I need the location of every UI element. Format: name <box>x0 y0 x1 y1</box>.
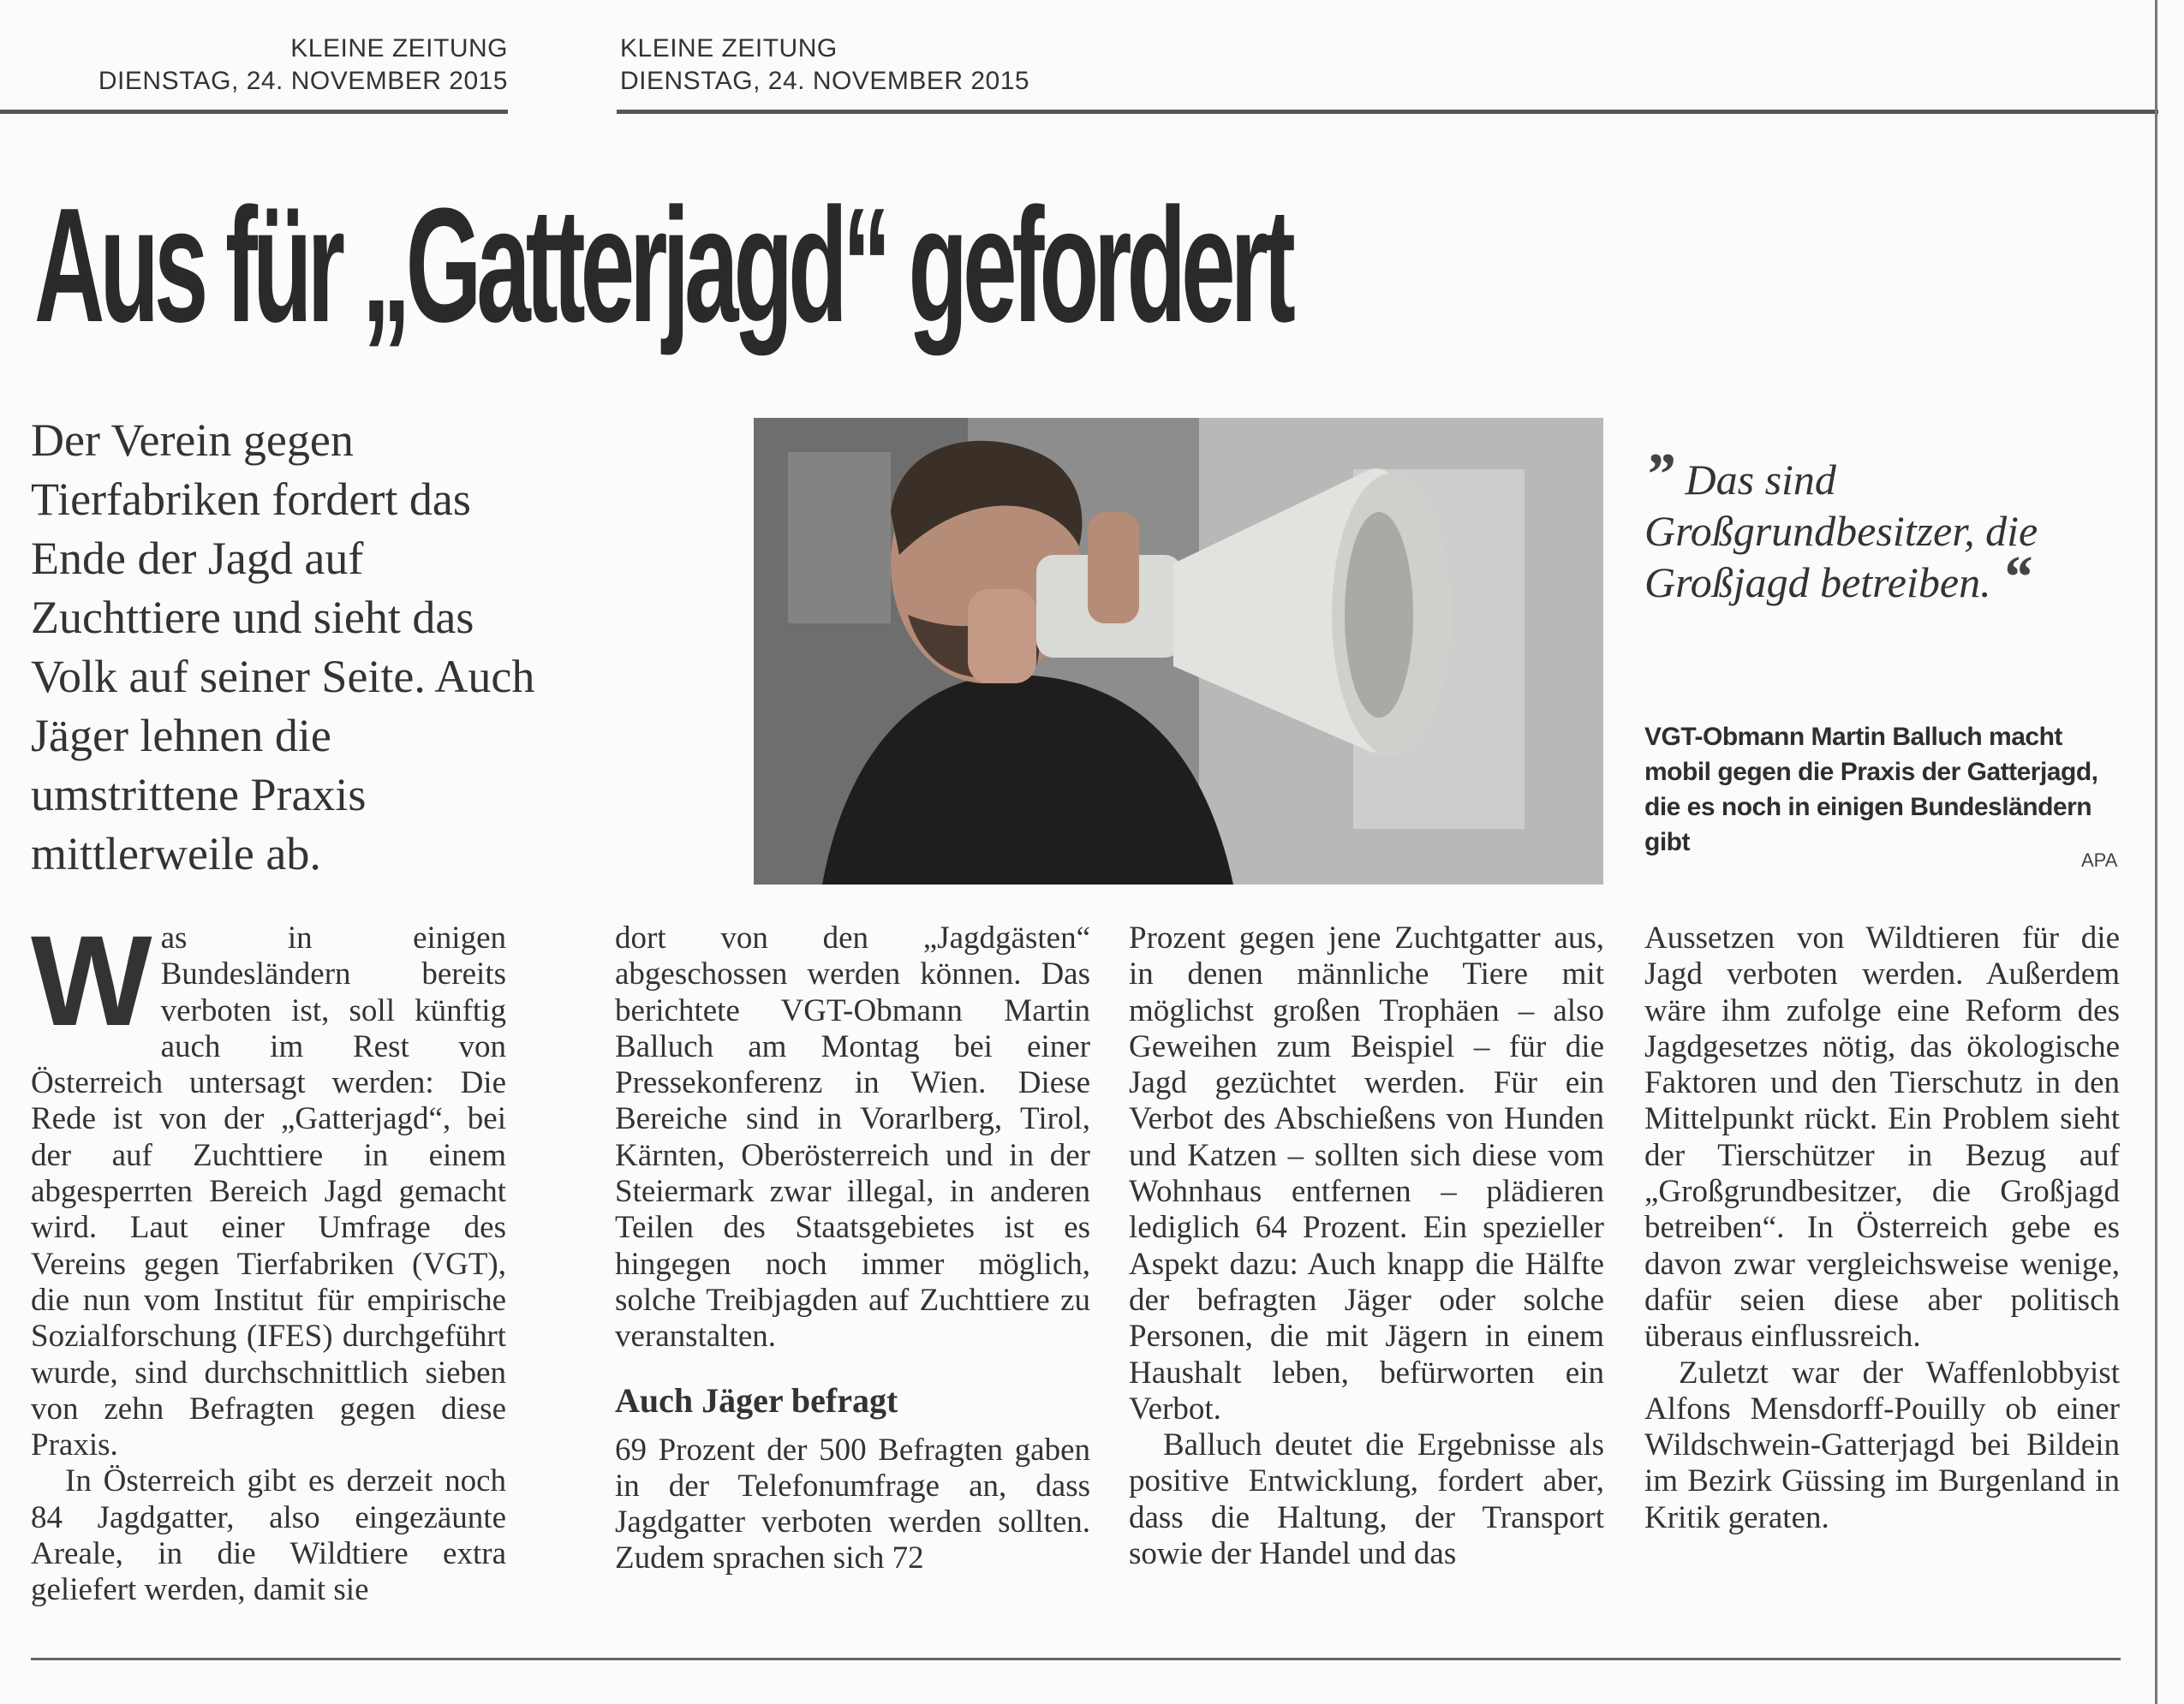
issue-date: DIENSTAG, 24. NOVEMBER 2015 <box>98 67 508 95</box>
paragraph: Zuletzt war der Waffenlobbyist Alfons Mensdorff-Pouilly ob einer Wildschwein-Gatterjagd bei Bildein im Bezirk Güssing im Burgenland in Kritik geraten. <box>1644 1355 2120 1535</box>
quote-body: Das sind Großgrundbesitzer, die Großjagd betreiben. <box>1644 456 2038 606</box>
paragraph: Prozent gegen jene Zuchtgatter aus, in denen männliche Tiere mit möglichst großen Trophäen – also Geweihen zum Beispiel – für die Jagd gezüchtet werden. Für ein Verbot des Abschießens von Hunden und Katzen – sollten sich diese vom Wohnhaus entfernen – plädieren lediglich 64 Prozent. Ein spezieller Aspekt dazu: Auch knapp die Hälfte der befragten Jäger oder solche Personen, die mit Jägern in einem Haushalt leben, befürworten ein Verbot. <box>1129 921 1604 1427</box>
megaphone-protester-illustration <box>754 418 1603 885</box>
paragraph <box>31 909 506 1463</box>
header-rule-left <box>0 110 508 114</box>
photo-caption: VGT-Obmann Martin Balluch macht mobil gegen die Praxis der Gatterjagd, die es noch in einigen Bundesländern gibt <box>1644 723 2098 856</box>
issue-date: DIENSTAG, 24. NOVEMBER 2015 <box>620 67 1030 95</box>
paragraph: dort von den „Jagdgästen“ abgeschossen werden können. Das berichtete VGT-Obmann Martin Balluch am Montag bei einer Pressekonferenz in Wien. Diese Bereiche sind in Vorarlberg, Tirol, Kärnten, Oberösterreich und in der Steiermark zwar illegal, in anderen Teilen des Staatsgebietes ist es hingegen noch immer möglich, solche Treibjagden auf Zuchttiere zu veranstalten. <box>615 921 1090 1355</box>
paragraph: Aussetzen von Wildtieren für die Jagd verboten werden. Außerdem wäre ihm zufolge eine Reform des Jagdgesetzes nötig, das ökologische Faktoren und den Tierschutz in den Mittelpunkt rückt. Ein Problem sieht der Tierschützer in Bezug auf „Großgrundbesitzer, die Großjagd betreiben“. In Österreich gebe es davon zwar vergleichsweise wenige, dafür seien diese aber politisch überaus einflussreich. <box>1644 921 2120 1355</box>
quote-close-mark: “ <box>2002 545 2032 611</box>
header-rule-right <box>617 110 2158 114</box>
quote-open-mark: ” <box>1644 442 1674 508</box>
paragraph: Balluch deutet die Ergebnisse als positive Entwicklung, fordert aber, dass die Haltung, der Transport sowie der Handel und das <box>1129 1427 1604 1572</box>
paragraph-text: as in einigen Bundesländern bereits verboten ist, soll künftig auch im Rest von Österreich untersagt werden: Die Rede ist von der „Gatterjagd“, bei der auf Zuchttiere in einem abgesperrten Bereich Jagd gemacht wird. Laut einer Umfrage des Vereins gegen Tierfabriken (VGT), die nun vom Institut für empirische Sozialforschung (IFES) durchgeführt wurde, sind durchschnittlich sieben von zehn Befragten gegen diese Praxis. <box>31 921 506 1463</box>
article-column-3 <box>1129 921 1604 1623</box>
article-column-1 <box>31 909 506 1623</box>
header-left <box>0 33 508 98</box>
subheading: Auch Jäger befragt <box>615 1380 898 1420</box>
article-column-2 <box>615 921 1090 1623</box>
paragraph: In Österreich gibt es derzeit noch 84 Jagdgatter, also eingezäunte Areale, in die Wildtiere extra geliefert werden, damit sie <box>31 1463 506 1608</box>
article-photo <box>754 418 1603 885</box>
pull-quote-text <box>1644 442 2124 611</box>
lead-paragraph: Der Verein gegen Tierfabriken fordert das Ende der Jagd auf Zuchttiere und sieht das Volk auf seiner Seite. Auch Jäger lehnen die umstrittene Praxis mittlerweile ab. <box>31 414 535 879</box>
article-column-4 <box>1644 921 2120 1623</box>
header-right <box>620 33 1029 98</box>
photo-credit: APA <box>2081 849 2118 871</box>
pull-quote <box>1644 442 2124 611</box>
drop-cap: W <box>31 909 152 1052</box>
newspaper-name: KLEINE ZEITUNG <box>290 34 508 63</box>
bottom-rule <box>31 1658 2121 1660</box>
paragraph: 69 Prozent der 500 Befragten gaben in der Telefonumfrage an, dass Jagdgatter verboten werden sollten. Zudem sprachen sich 72 <box>615 1432 1090 1576</box>
newspaper-name: KLEINE ZEITUNG <box>620 34 838 63</box>
headline <box>34 176 2133 355</box>
page-edge <box>2155 0 2157 1704</box>
headline-text: Aus für „Gatterjagd“ gefordert <box>34 175 1291 356</box>
